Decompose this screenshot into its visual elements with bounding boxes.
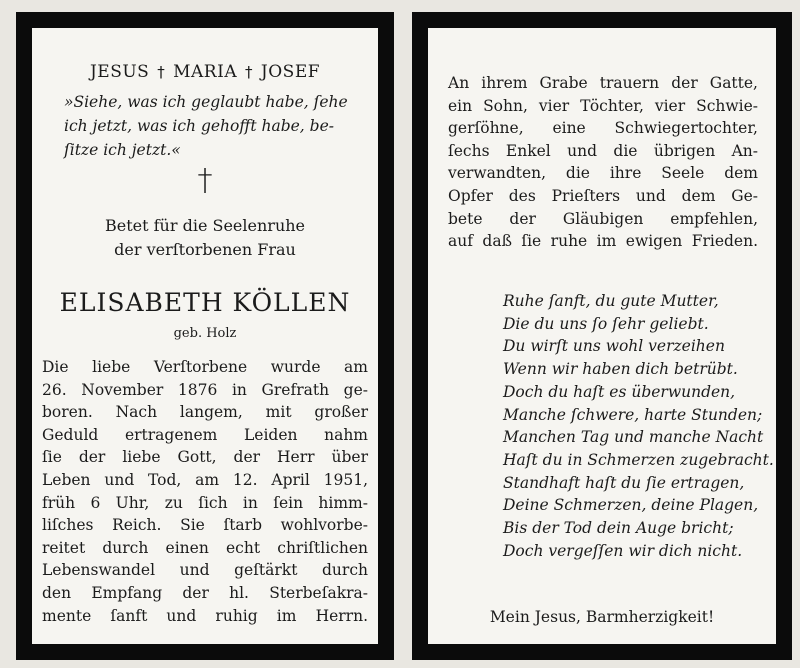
biography-line: liſches Reich. Sie ſtarb wohlvorbe- (42, 516, 368, 535)
mourners-line: bete der Gläubigen empfehlen, (448, 209, 758, 228)
closing-prayer: Mein Jesus, Barmherzigkeit! (489, 608, 715, 626)
biography-line: früh 6 Uhr, zu ſich in ſein himm- (42, 493, 368, 512)
biography-line: mente ſanft und ruhig im Herrn. (42, 606, 368, 625)
mourners-line: Opfer des Prieſters und dem Ge- (448, 186, 758, 205)
mourners-line: An ihrem Grabe trauern der Gatte, (448, 74, 758, 92)
invocation-header (32, 62, 378, 82)
poem-line: Doch vergeſſen wir dich nicht. (503, 541, 743, 560)
mourners-line: ſechs Enkel und die übrigen An- (448, 141, 758, 160)
mourners-line: ein Sohn, vier Töchter, vier Schwie- (448, 96, 758, 115)
invocation-josef: JOSEF (260, 62, 321, 82)
poem-line: Die du uns ſo ſehr geliebt. (503, 314, 709, 333)
invocation-jesus: JESUS (89, 62, 150, 82)
poem-line: Deine Schmerzen, deine Plagen, (503, 496, 759, 515)
biography-line: reitet durch einen echt chriſtlichen (42, 538, 368, 557)
right-card-paper (428, 28, 776, 644)
deceased-name: ELISABETH KÖLLEN (59, 288, 351, 317)
biography-line: Die liebe Verſtorbene wurde am (42, 358, 368, 376)
left-memorial-card (16, 12, 394, 660)
quote-line: ich jetzt, was ich gehofft habe, be- (64, 117, 334, 135)
biography-line: Geduld ertragenem Leiden nahm (42, 425, 368, 444)
mourners-line: verwandten, die ihre Seele dem (448, 164, 758, 183)
poem-line: Ruhe ſanft, du gute Mutter, (503, 292, 719, 310)
invocation-maria: MARIA (173, 62, 238, 82)
poem-line: Standhaft haſt du ſie ertragen, (503, 473, 745, 492)
mourners-line: gerſöhne, eine Schwiegertochter, (448, 119, 758, 138)
poem-line: Wenn wir haben dich betrübt. (503, 360, 738, 379)
cross-symbol: † (197, 163, 213, 198)
poem-line: Du wirſt uns wohl verzeihen (503, 337, 725, 356)
scripture-quote (64, 90, 360, 162)
poem-line: Doch du haſt es überwunden, (503, 382, 736, 401)
prayer-line: der verſtorbenen Frau (114, 240, 296, 259)
invocation-cross-1: † (157, 63, 166, 81)
mourners-text (448, 72, 758, 253)
biography-line: boren. Nach langem, mit großer (42, 403, 368, 422)
biography-text (42, 356, 368, 627)
invocation-cross-2: † (245, 63, 254, 81)
poem-line: Haſt du in Schmerzen zugebracht. (503, 450, 774, 469)
mourners-line: auf daß ſie ruhe im ewigen Frieden. (448, 232, 758, 251)
poem-line: Bis der Tod dein Auge bricht; (503, 519, 734, 538)
left-card-paper (32, 28, 378, 644)
right-memorial-card (412, 12, 792, 660)
quote-line: »Siehe, was ich geglaubt habe, ſehe (64, 93, 348, 111)
biography-line: 26. November 1876 in Grefrath ge- (42, 380, 368, 399)
memorial-poem (503, 290, 774, 562)
biography-line: ſie der liebe Gott, der Herr über (42, 448, 368, 467)
poem-line: Manche ſchwere, harte Stunden; (503, 405, 763, 424)
biography-line: Leben und Tod, am 12. April 1951, (42, 470, 368, 489)
quote-line: ſitze ich jetzt.« (64, 141, 181, 159)
biography-line: den Empfang der hl. Sterbeſakra- (42, 583, 368, 602)
maiden-name: geb. Holz (173, 326, 237, 341)
poem-line: Manchen Tag und manche Nacht (503, 428, 764, 447)
biography-line: Lebenswandel und geſtärkt durch (42, 561, 368, 580)
prayer-line: Betet für die Seelenruhe (104, 216, 306, 235)
prayer-request (32, 214, 378, 262)
